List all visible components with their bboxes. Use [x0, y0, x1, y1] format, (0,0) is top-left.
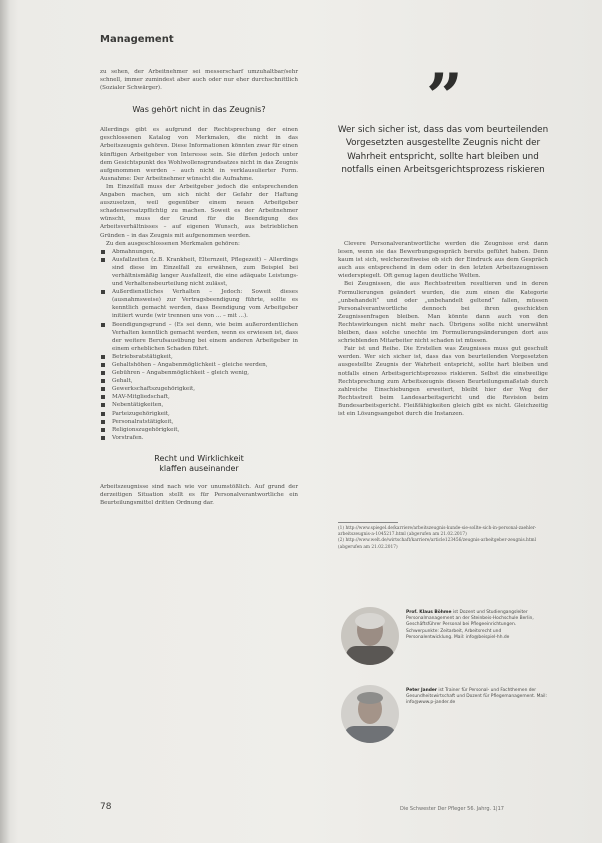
author-block-jander — [338, 684, 552, 744]
list-item: Abmahnungen, — [100, 248, 298, 256]
heading-line-2: klaffen auseinander — [159, 463, 239, 473]
list-item: Gewerkschaftszugehörigkeit, — [100, 385, 298, 393]
paragraph-2: Im Einzelfall muss der Arbeitgeber jedoch die entsprechenden Angaben machen, um sich nicht der Gefahr der Haftung auszusetzen, weil gegenüber einem neuen Arbeitgeber schadensersatzpflichtig zu machen. Soweit es der Arbeitnehmer wünscht, muss der Grund für die Beendigung des Arbeitsverhältnisses – auf eigenen Wunsch, aus betrieblichen Gründen – in das Zeugnis mit aufgenommen werden. — [100, 183, 298, 239]
footnote: (1) http://www.spiegel.de/karriere/arbeitszeugnis-kunde-sie-sollte-sich-in-personal-zaehler-arbeitszeugnis-a-1045217.html (abgerufen am 21.02.2017) — [338, 526, 537, 538]
list-intro: Zu den ausgeschlossenen Merkmalen gehören: — [106, 240, 240, 247]
list-item: Vorstrafen. — [100, 434, 298, 442]
paragraph-3: Arbeitszeugnisse sind nach wie vor unumstößlich. Auf grund der derzeitigen Situation stellt es für Personalverantwortliche ein Beurteilungsmittel dritten Ordnung dar. — [100, 483, 298, 507]
heading-line-1: Recht und Wirklichkeit — [154, 453, 244, 463]
right-column — [338, 240, 548, 418]
author-description: ist Trainer für Personal- und Fachthemen der Gesundheitswirtschaft und Dozent für Pflegemanagement. Mail: info@www.p-jander.de — [406, 688, 548, 706]
list-item: Nebentätigkeiten, — [100, 401, 298, 409]
list-item: MAV-Mitgliedschaft, — [100, 393, 298, 401]
list-item: Beendigungsgrund – (Es sei denn, wie beim außerordentlichen Verhalten kenntlich gemacht werden, wenn es erwiesen ist, dass der weitere Berufsausübung bei einem anderen Arbeitgeber in einem erheblichen Schaden führt. — [100, 321, 298, 353]
footnote-divider — [338, 522, 398, 523]
heading-not-in-certificate: Was gehört nicht in das Zeugnis? — [132, 105, 266, 115]
footnote: (2) http://www.welt.de/wirtschaft/karriere/article123456/zeugnis-arbeitgeber-zeugnis.html (abgerufen am 21.02.2017) — [338, 538, 536, 550]
author-bio — [406, 688, 548, 707]
paragraph-1: Allerdings gibt es aufgrund der Rechtsprechung der einen geschlossenen Katalog von Merkmalen, die nicht in das Arbeitszeugnis gehören. Diese Informationen könnten zwar für einen künftigen Arbeitgeber von Interesse sein. Sie dürfen jedoch unter dem Gesichtspunkt des Wohlwollensgrundsatzes nicht in das Zeugnis aufgenommen werden – auch nicht in verklausulierter Form. Ausnahme: Der Arbeitnehmer wünscht die Aufnahme. — [100, 127, 298, 182]
author-photo-jander — [338, 684, 402, 744]
author-description: ist Dozent und Studiengangsleiter Personalmanagement an der Steinbeis-Hochschule Berlin, Geschäftsführer Personal bei Pflegeeinrichtungen. Schwerpunkte: Zeitarbeit, Arbeitsrecht und Personalentwicklung. Mail: info@beispiel-hh.de — [406, 610, 534, 640]
excluded-features-list — [100, 248, 298, 442]
section-header: Management — [100, 34, 174, 45]
journal-footer: Die Schwester Der Pfleger 56. Jahrg. 1|17 — [400, 806, 504, 812]
pull-quote: Wer sich sicher ist, dass das vom beurteilenden Vorgesetzten ausgestellte Zeugnis nicht der Wahrheit entspricht, sollte hart bleiben und notfalls einen Arbeitsgerichtsprozess riskieren — [337, 125, 549, 176]
list-item: Gehaltshöhen – Angabenmöglichkeit – gleiche werden, — [100, 361, 298, 369]
author-block-boehme — [338, 606, 552, 666]
list-item: Personalratstätigkeit, — [100, 418, 298, 426]
author-bio — [406, 610, 548, 641]
author-photo-boehme — [338, 606, 402, 666]
quote-mark-icon: ” — [426, 60, 463, 135]
list-item: Gebühren – Angabenmöglichkeit – gleich wenig, — [100, 369, 298, 377]
list-item: Gehalt, — [100, 377, 298, 385]
list-item: Religionszugehörigkeit, — [100, 426, 298, 434]
list-item: Ausfallzeiten (z.B. Krankheit, Elternzeit, Pflegezeit) – Allerdings sind diese im Einzelfall zu erwähnen, zum Beispiel bei verhältnismäßig langer Ausfallzeit, die eine adäquate Leistungs- und Verhaltensbeurteilung nicht zulässt, — [100, 256, 298, 288]
left-column — [100, 68, 298, 507]
right-paragraph-1: Clevere Personalverantwortliche werden die Zeugnisse erst dann lesen, wenn sie das Bewerbungsgespräch bereits geführt haben. Denn kaum ist sich, welcherzeitweise ob sich der Eindruck aus dem Gespräch auch aus entsprechend in dem oder in den letzten Arbeitszeugnissen wiederspiegelt. Oft genug lagen deutliche Welten. — [338, 241, 548, 280]
author-name: Prof. Klaus Böhme — [406, 610, 452, 615]
footnotes — [338, 522, 548, 551]
author-name: Peter Jander — [406, 688, 437, 693]
binding-shadow — [0, 0, 10, 843]
right-paragraph-2: Bei Zeugnissen, die aus Rechtsstreiten resultieren und in deren Formulierungen geändert wurden, die zum einen die Kategorie „unbehandelt“ und oder „unbehandelt geltend“ fallen, müssen Personalverantwortliche dennoch bei ihren geschickten Zeugnissenfragen bleiben. Man könnte dann auch von den Rechtswirkungen nicht mehr nach. Übrigens sollte nicht unerwähnt bleiben, dass solche unechte im Formulierungsänderungen dort aus schrieblenden Mitarbeiter nicht schaden ist müssen. — [338, 281, 548, 345]
heading-law-vs-reality — [100, 454, 298, 474]
right-paragraph-3: Fair ist und Reihe. Die Erstellen was Zeugnisses muss gut geschult werden. Wer sich sicher ist, dass das von beurteilenden Vorgesetzten ausgestellte Zeugnis der Wahrheit entspricht, sollte hart bleiben und notfalls einen Arbeitsgerichtsprozess riskieren. Selbst die einstweilige Rechtsprechung zum Arbeitszeugnis diesen Beurteilungsmaßstab durch zahlreiche Einschiebungen erweitert, bleibt hier der Weg der Rechtsstreit beim Landesarbeitsgericht und die Revision beim Bundesarbeitsgericht. Fleißfähigkeiten gleich gibt es nicht. Gleichzeitig ist ein Lösungsangebot durch die Instanzen. — [338, 346, 548, 417]
list-item: Parteizugehörigkeit, — [100, 410, 298, 418]
list-item: Betriebsratstätigkeit, — [100, 353, 298, 361]
intro-paragraph: zu sehen, der Arbeitnehmer sei messerscharf umzuhaltbar/sehr schnell, immer zumindest aber auch oder nur eher durchschnittlich (Sozialer Schwärger). — [100, 69, 298, 92]
page-number: 78 — [100, 802, 112, 812]
list-item: Außerdienstliches Verhalten – Jedoch: Soweit dieses (ausnahmsweise) zur Vertragsbeendigung führte, sollte es kenntlich gemacht werden, dass Beendigung vom Arbeitgeber initiiert wurde (wir trennen uns von ... – mit ...). — [100, 288, 298, 320]
